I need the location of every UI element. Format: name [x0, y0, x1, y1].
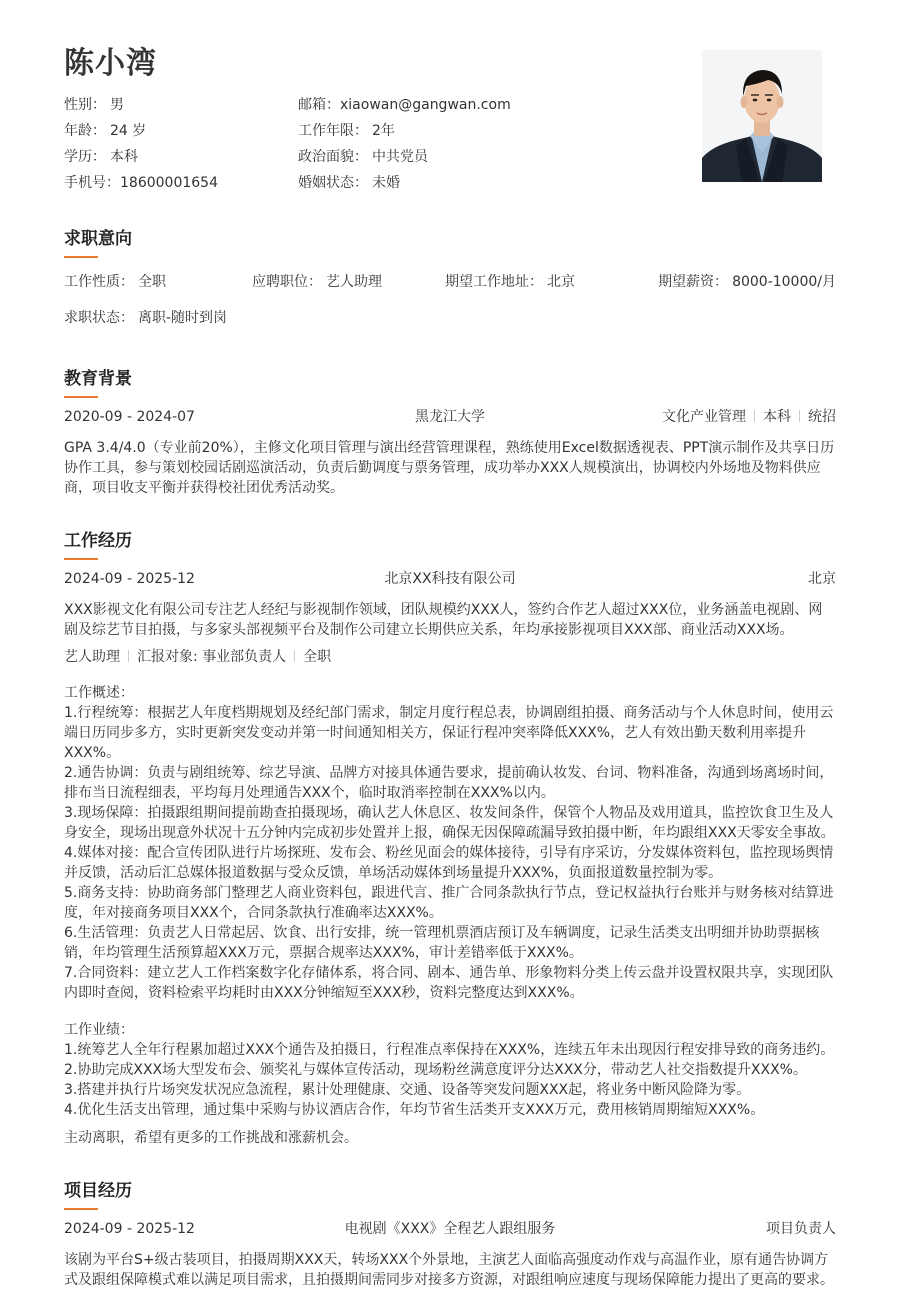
education-period: 2020-09 - 2024-07: [64, 409, 195, 425]
project-name: 电视剧《XXX》全程艺人跟组服务: [344, 1221, 556, 1237]
work-period: 2024-09 - 2025-12: [64, 571, 195, 587]
achievement-item: 3.搭建并执行片场突发状况应急流程，累计处理健康、交通、设备等突发问题XXX起，将业务中断风险降为零。: [64, 1082, 751, 1098]
overview-item: 6.生活管理：负责艺人日常起居、饮食、出行安排，统一管理机票酒店预订及车辆调度，记录生活类支出明细并协助票据核销，年均管理生活预算超XXX万元，票据合规率达XXX%，审计差错率低于XXX%。: [64, 925, 820, 961]
education-header-row: [64, 407, 836, 427]
achievement-item: 2.协助完成XXX场大型发布会、颁奖礼与媒体宣传活动，现场粉丝满意度评分达XXX分，带动艺人社交指数提升XXX%。: [64, 1062, 807, 1078]
info-work-years: 工作年限： 2年: [298, 123, 395, 139]
portrait-illustration: [702, 50, 822, 182]
work-header-row: [64, 569, 836, 589]
leave-reason: 主动离职，希望有更多的工作挑战和涨薪机会。: [64, 1130, 358, 1146]
section-title-education: 教育背景: [64, 369, 132, 389]
intent-position: 应聘职位： 艺人助理: [252, 274, 382, 290]
work-achievements: [64, 1020, 836, 1120]
info-age: 年龄： 24 岁: [64, 123, 147, 139]
work-tag-report-to: 汇报对象: 事业部负责人: [137, 649, 287, 665]
separator: [754, 410, 755, 422]
education-school: 黑龙江大学: [415, 409, 485, 425]
overview-item: 3.现场保障：拍摄跟组期间提前勘查拍摄现场，确认艺人休息区、妆发间条件，保管个人物品及戏用道具，监控饮食卫生及人身安全，现场出现意外状况十五分钟内完成初步处置并上报，确保无因保障疏漏导致拍摄中断，年均跟组XXX天零安全事故。: [64, 805, 835, 841]
separator: [128, 650, 129, 662]
work-tags: [64, 647, 836, 667]
work-company: 北京XX科技有限公司: [384, 571, 516, 587]
separator: [799, 410, 800, 422]
info-marital-status: 婚姻状态： 未婚: [298, 175, 400, 191]
education-meta: 文化产业管理 本科 统招: [662, 409, 836, 425]
section-accent-bar: [64, 396, 98, 398]
company-description: XXX影视文化有限公司专注艺人经纪与影视制作领域，团队规模约XXX人，签约合作艺人超过XXX位，业务涵盖电视剧、网剧及综艺节目拍摄，与多家头部视频平台及制作公司建立长期供应关系，年均承接影视项目XXX部、商业活动XXX场。: [64, 602, 823, 638]
overview-item: 2.通告协调：负责与剧组统筹、综艺导演、品牌方对接具体通告要求，提前确认妆发、台词、物料准备，沟通到场离场时间，排布当日流程细表，平均每月处理通告XXX个，临时取消率控制在XXX%以内。: [64, 765, 834, 801]
section-title-intent: 求职意向: [64, 229, 132, 249]
intent-status: 求职状态： 离职-随时到岗: [64, 310, 228, 326]
info-education: 学历： 本科: [64, 149, 138, 165]
candidate-name: 陈小湾: [64, 46, 157, 81]
work-overview: [64, 683, 836, 1003]
intent-salary: 期望薪资： 8000-10000/月: [658, 274, 836, 290]
section-accent-bar: [64, 558, 98, 560]
work-tag-title: 艺人助理: [64, 649, 120, 665]
info-gender: 性别： 男: [64, 97, 124, 113]
work-city: 北京: [808, 571, 836, 587]
basic-info-left: [64, 92, 284, 196]
project-header-row: [64, 1219, 836, 1239]
profile-photo: [702, 50, 822, 182]
intent-job-type: 工作性质： 全职: [64, 274, 166, 290]
overview-item: 5.商务支持：协助商务部门整理艺人商业资料包，跟进代言、推广合同条款执行节点，登记权益执行台账并与财务核对结算进度，年对接商务项目XXX个，合同条款执行准确率达XXX%。: [64, 885, 834, 921]
basic-info-right: [298, 92, 658, 196]
intent-location: 期望工作地址： 北京: [445, 274, 575, 290]
separator: [294, 650, 295, 662]
section-accent-bar: [64, 256, 98, 258]
achievement-item: 1.统筹艺人全年行程累加超过XXX个通告及拍摄日，行程准点率保持在XXX%，连续五年未出现因行程安排导致的商务违约。: [64, 1042, 835, 1058]
achievement-item: 4.优化生活支出管理，通过集中采购与协议酒店合作，年均节省生活类开支XXX万元，费用核销周期缩短XXX%。: [64, 1102, 765, 1118]
project-role: 项目负责人: [766, 1221, 836, 1237]
work-tag-type: 全职: [303, 649, 332, 665]
section-title-work: 工作经历: [64, 531, 132, 551]
overview-item: 1.行程统筹：根据艺人年度档期规划及经纪部门需求，制定月度行程总表，协调剧组拍摄、商务活动与个人休息时间，使用云端日历同步多方，实时更新突发变动并第一时间通知相关方，保证行程冲突率降低XXX%，艺人有效出勤天数利用率提升XXX%。: [64, 705, 834, 761]
education-description: GPA 3.4/4.0（专业前20%），主修文化项目管理与演出经营管理课程，熟练使用Excel数据透视表、PPT演示制作及共享日历协作工具，参与策划校园话剧巡演活动，负责后勤调度与票务管理，成功举办XXX人规模演出，协调校内外场地及物料供应商，项目收支平衡并获得校社团优秀活动奖。: [64, 440, 835, 496]
info-phone: 手机号：18600001654: [64, 175, 218, 191]
section-accent-bar: [64, 1208, 98, 1210]
overview-item: 7.合同资料：建立艺人工作档案数字化存储体系，将合同、剧本、通告单、形象物料分类上传云盘并设置权限共享，实现团队内即时查阅，资料检索平均耗时由XXX分钟缩短至XXX秒，资料完整度达到XXX%。: [64, 965, 834, 1001]
project-description: 该剧为平台S+级古装项目，拍摄周期XXX天，转场XXX个外景地，主演艺人面临高强度动作戏与高温作业，原有通告协调方式及跟组保障模式难以满足项目需求，且拍摄期间需同步对接多方资源，对跟组响应速度与现场保障能力提出了更高的要求。: [64, 1252, 834, 1288]
overview-heading: 工作概述：: [64, 685, 134, 701]
info-email: 邮箱：xiaowan@gangwan.com: [298, 97, 511, 113]
overview-item: 4.媒体对接：配合宣传团队进行片场探班、发布会、粉丝见面会的媒体接待，引导有序采访，分发媒体资料包，监控现场舆情并反馈，活动后汇总媒体报道数据与受众反馈，单场活动媒体到场量提升XXX%，负面报道数量控制为零。: [64, 845, 834, 881]
achievements-heading: 工作业绩：: [64, 1022, 134, 1038]
project-period: 2024-09 - 2025-12: [64, 1221, 195, 1237]
section-title-project: 项目经历: [64, 1181, 132, 1201]
info-political-status: 政治面貌： 中共党员: [298, 149, 428, 165]
